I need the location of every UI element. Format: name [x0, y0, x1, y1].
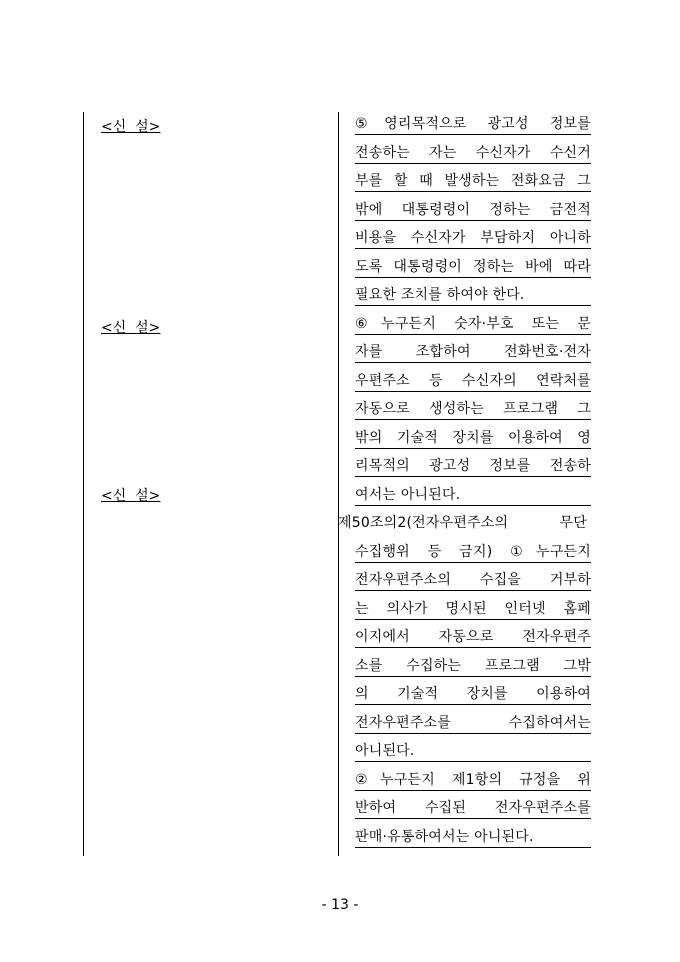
article-50-2-line: 의 기술적 장치를 이용하여: [355, 684, 591, 705]
clause6-line: 리목적의 광고성 정보를 전송하: [355, 456, 591, 477]
article-50-2-line: 전자우편주소의 수집을 거부하: [355, 570, 591, 591]
clause6-line: 밖의 기술적 장치를 이용하여 영: [355, 428, 591, 449]
clause6-line: ⑥누구든지 숫자·부호 또는 문: [355, 314, 591, 335]
article-50-2-clause2-line: 판매·유통하여서는 아니된다.: [355, 827, 591, 848]
article-50-2-clause2-line: 반하여 수집된 전자우편주소를: [355, 798, 591, 819]
page-number: - 13 -: [321, 897, 359, 913]
article-50-2-line: 아니된다.: [355, 741, 591, 762]
clause6-line: 여서는 아니된다.: [355, 485, 591, 506]
clause5-line: 부를 할 때 발생하는 전화요금 그: [355, 171, 591, 192]
table-left-border: [83, 112, 84, 856]
new-provision-marker-3: <신 설>: [101, 488, 161, 504]
table-column-divider: [338, 112, 339, 856]
clause5-line: ⑤영리목적으로 광고성 정보를: [355, 114, 591, 135]
clause5-line: 필요한 조치를 하여야 한다.: [355, 285, 591, 306]
new-provision-marker-1: <신 설>: [101, 119, 161, 135]
article-50-2-line: 소를 수집하는 프로그램 그밖: [355, 656, 591, 677]
article-50-2-line: 전자우편주소를 수집하여서는: [355, 713, 591, 734]
clause5-line: 전송하는 자는 수신자가 수신거: [355, 143, 591, 164]
clause6-line: 자동으로 생성하는 프로그램 그: [355, 399, 591, 420]
article-50-2-line: 수집행위 등 금지) ①누구든지: [355, 542, 591, 563]
article-50-2-line: 이지에서 자동으로 전자우편주: [355, 627, 591, 648]
new-provision-marker-2: <신 설>: [101, 320, 161, 336]
article-50-2-line: 는 의사가 명시된 인터넷 홈페: [355, 599, 591, 620]
clause5-line: 비용을 수신자가 부담하지 아니하: [355, 228, 591, 249]
article-50-2-clause2-line: ②누구든지 제1항의 규정을 위: [355, 770, 591, 791]
article-50-2-heading: 제50조의2(전자우편주소의 무단: [338, 515, 587, 531]
clause5-line: 밖에 대통령령이 정하는 금전적: [355, 200, 591, 221]
clause5-line: 도록 대통령령이 정하는 바에 따라: [355, 257, 591, 278]
clause6-line: 우편주소 등 수신자의 연락처를: [355, 371, 591, 392]
clause6-line: 자를 조합하여 전화번호·전자: [355, 342, 591, 363]
